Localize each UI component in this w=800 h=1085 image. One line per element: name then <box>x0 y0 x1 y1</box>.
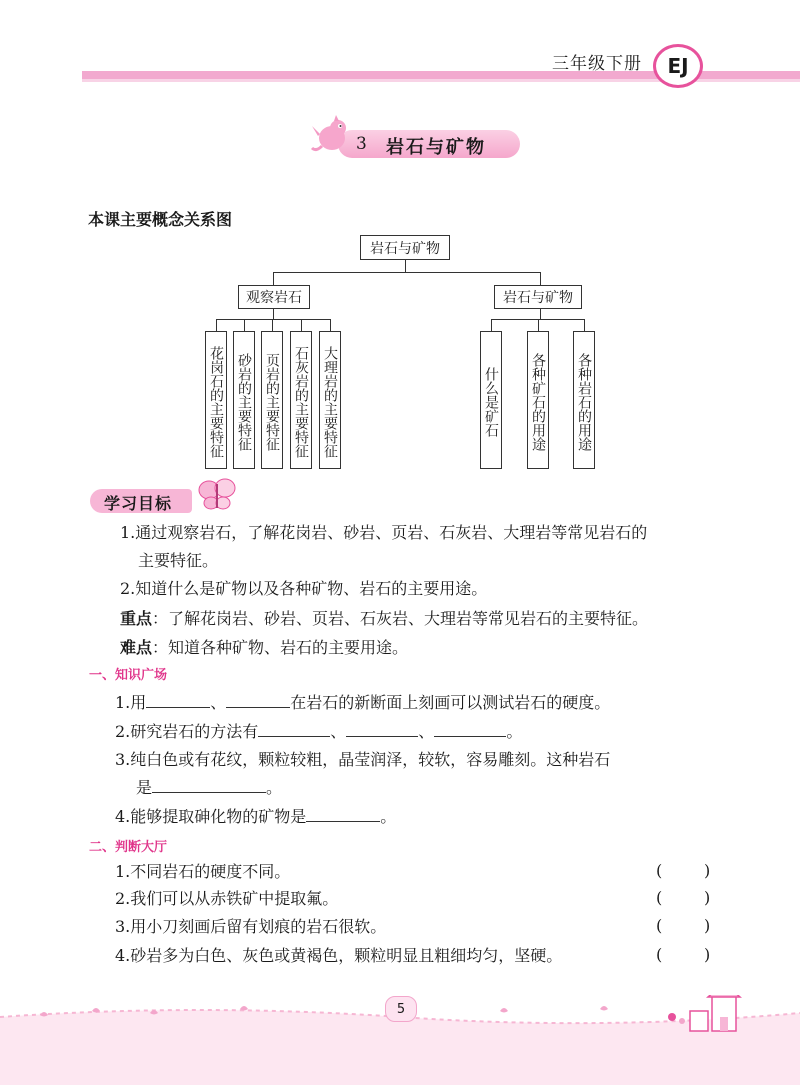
page-number: 5 <box>385 996 417 1022</box>
concept-map-leaf: 各种岩石的用途 <box>573 331 595 469</box>
answer-bracket-open[interactable]: ( <box>656 888 663 907</box>
section-knowledge-heading: 一、知识广场 <box>89 668 168 683</box>
connector-line <box>584 319 585 331</box>
goal-line-2: 2.知道什么是矿物以及各种矿物、岩石的主要用途。 <box>120 579 488 598</box>
connector-line <box>273 309 274 319</box>
judgement-item: 2.我们可以从赤铁矿中提取氟。 <box>115 889 339 908</box>
connector-line <box>301 319 302 331</box>
judgement-item: 1.不同岩石的硬度不同。 <box>115 862 291 881</box>
concept-map-heading: 本课主要概念关系图 <box>88 210 233 229</box>
connector-line <box>244 319 245 331</box>
answer-blank[interactable] <box>152 776 266 793</box>
key-point-text: ：了解花岗岩、砂岩、页岩、石灰岩、大理岩等常见岩石的主要特征。 <box>152 609 649 628</box>
edition-badge: EJ <box>653 44 703 88</box>
difficulty-line <box>120 637 408 659</box>
goals-heading: 学习目标 <box>104 494 173 513</box>
concept-map-leaf: 砂岩的主要特征 <box>233 331 255 469</box>
connector-line <box>538 319 539 331</box>
answer-bracket-open[interactable]: ( <box>656 916 663 935</box>
connector-line <box>216 319 331 320</box>
question-2: 2.研究岩石的方法有 、 、 。 <box>115 722 523 741</box>
key-point-label: 重点 <box>120 609 153 628</box>
connector-line <box>216 319 217 331</box>
concept-map-leaf: 大理岩的主要特征 <box>319 331 341 469</box>
question-3-cont: 是 。 <box>136 778 283 797</box>
connector-line <box>273 272 541 273</box>
answer-blank[interactable] <box>226 691 290 708</box>
goal-line-1-cont: 主要特征。 <box>138 551 219 570</box>
lesson-number: 3 <box>356 134 367 154</box>
butterfly-icon <box>197 478 237 512</box>
concept-map-leaf: 页岩的主要特征 <box>261 331 283 469</box>
question-4: 4.能够提取砷化物的矿物是 。 <box>115 807 397 826</box>
judgement-item: 4.砂岩多为白色、灰色或黄褐色，颗粒明显且粗细均匀，坚硬。 <box>115 946 563 965</box>
concept-map-leaf: 石灰岩的主要特征 <box>290 331 312 469</box>
key-point-line <box>120 608 648 630</box>
connector-line <box>272 319 273 331</box>
answer-blank[interactable] <box>146 691 210 708</box>
answer-bracket-close: ) <box>704 888 711 907</box>
concept-map-root: 岩石与矿物 <box>360 235 450 260</box>
answer-bracket-open[interactable]: ( <box>656 861 663 880</box>
answer-blank[interactable] <box>434 720 506 737</box>
difficulty-label: 难点 <box>120 638 153 657</box>
answer-blank[interactable] <box>306 805 380 822</box>
concept-map-leaf: 各种矿石的用途 <box>527 331 549 469</box>
concept-map-leaf: 花岗石的主要特征 <box>205 331 227 469</box>
dragon-mascot-icon <box>308 112 354 158</box>
concept-map-right-branch: 岩石与矿物 <box>494 285 582 309</box>
connector-line <box>540 272 541 285</box>
section-judgement-heading: 二、判断大厅 <box>89 840 168 855</box>
concept-map-leaf: 什么是矿石 <box>480 331 502 469</box>
answer-bracket-close: ) <box>704 861 711 880</box>
concept-map-left-branch: 观察岩石 <box>238 285 310 309</box>
lesson-title: 岩石与矿物 <box>386 137 486 158</box>
grade-label: 三年级下册 <box>552 54 642 74</box>
question-3: 3.纯白色或有花纹，颗粒较粗，晶莹润泽，较软，容易雕刻。这种岩石 <box>115 750 611 769</box>
judgement-item: 3.用小刀刻画后留有划痕的岩石很软。 <box>115 917 387 936</box>
goal-line-1: 1.通过观察岩石，了解花岗岩、砂岩、页岩、石灰岩、大理岩等常见岩石的 <box>120 523 648 542</box>
connector-line <box>540 309 541 319</box>
difficulty-text: ：知道各种矿物、岩石的主要用途。 <box>152 638 409 657</box>
answer-bracket-open[interactable]: ( <box>656 945 663 964</box>
question-1: 1.用 、 在岩石的新断面上刻画可以测试岩石的硬度。 <box>115 693 611 712</box>
answer-blank[interactable] <box>346 720 418 737</box>
connector-line <box>330 319 331 331</box>
answer-blank[interactable] <box>258 720 330 737</box>
connector-line <box>273 272 274 285</box>
answer-bracket-close: ) <box>704 916 711 935</box>
connector-line <box>405 260 406 272</box>
answer-bracket-close: ) <box>704 945 711 964</box>
connector-line <box>491 319 492 331</box>
